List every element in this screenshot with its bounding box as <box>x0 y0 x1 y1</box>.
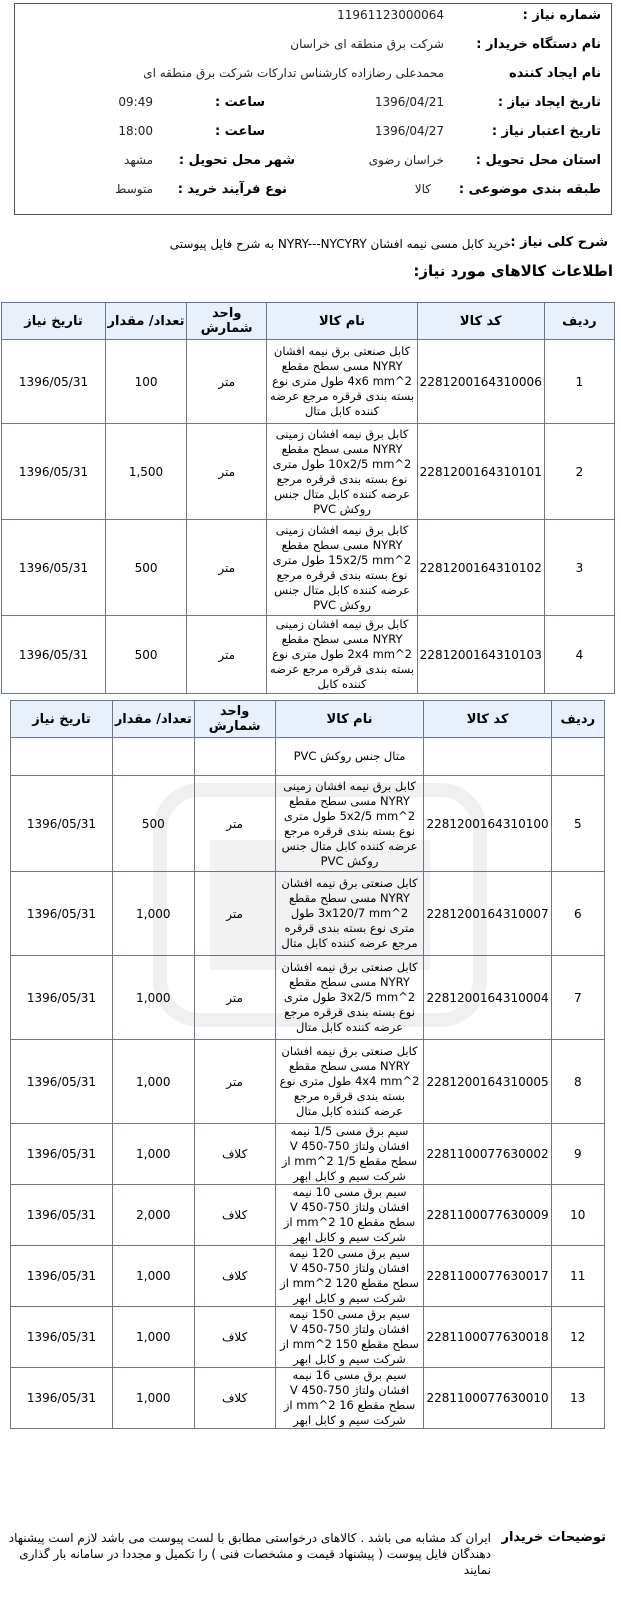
col-code-header: کد کالا <box>424 701 551 738</box>
col-name-header: نام کالا <box>267 303 417 340</box>
valid-date-label: تاریخ اعتبار نیاز : <box>491 124 601 139</box>
row-number-cell: 11 <box>551 1246 604 1307</box>
unit-cell: متر <box>187 520 267 616</box>
unit-cell: متر <box>187 616 267 694</box>
valid-date-value: 1396/04/27 <box>374 124 444 138</box>
cont-empty-unit <box>194 738 275 776</box>
goods-section-title: اطلاعات کالاهای مورد نیاز: <box>413 262 613 280</box>
col-qty-header: تعداد/ مقدار <box>106 303 187 340</box>
cont-empty-row <box>551 738 604 776</box>
quantity-cell: 1,000 <box>112 1307 194 1368</box>
quantity-cell: 1,000 <box>112 1246 194 1307</box>
item-code-cell: 2281200164310007 <box>424 872 551 956</box>
quantity-cell: 1,500 <box>106 424 187 520</box>
valid-time-label: ساعت : <box>214 124 265 139</box>
item-code-cell: 2281200164310102 <box>417 520 544 616</box>
item-code-cell: 2281200164310004 <box>424 956 551 1040</box>
row-province <box>15 153 611 181</box>
table-row <box>11 1368 605 1429</box>
item-code-cell: 2281200164310103 <box>417 616 544 694</box>
item-code-cell: 2281100077630009 <box>424 1185 551 1246</box>
need-date-cell: 1396/05/31 <box>2 616 106 694</box>
item-code-cell: 2281100077630017 <box>424 1246 551 1307</box>
quantity-cell: 1,000 <box>112 872 194 956</box>
valid-time-value: 18:00 <box>118 124 153 138</box>
province-value: خراسان رضوی <box>368 153 444 167</box>
create-time-value: 09:49 <box>118 95 153 109</box>
goods-table-1 <box>1 302 615 694</box>
table-row <box>11 776 605 872</box>
unit-cell: متر <box>187 424 267 520</box>
need-date-cell: 1396/05/31 <box>11 956 113 1040</box>
table-row <box>11 1185 605 1246</box>
need-number-label: شماره نیاز : <box>522 8 601 23</box>
need-date-cell: 1396/05/31 <box>11 1307 113 1368</box>
item-name-cell: سیم برق مسی 150 نیمه افشان ولتاژ 750-450 V سطح مقطع 150 mm^2 از شرکت سیم و کابل ابهر <box>275 1307 424 1368</box>
quantity-cell: 2,000 <box>112 1185 194 1246</box>
table-row <box>11 1307 605 1368</box>
table-row <box>11 956 605 1040</box>
col-date-header: تاریخ نیاز <box>2 303 106 340</box>
continuation-row <box>11 738 605 776</box>
province-label: استان محل تحویل : <box>475 153 601 168</box>
item-code-cell: 2281200164310005 <box>424 1040 551 1124</box>
need-date-cell: 1396/05/31 <box>11 1368 113 1429</box>
unit-cell: کلاف <box>194 1368 275 1429</box>
create-time-label: ساعت : <box>214 95 265 110</box>
goods-table-2 <box>10 700 605 1429</box>
item-name-cell: کابل برق نیمه افشان زمینی NYRY مسی سطح مقطع 5x2/5 mm^2 طول متری نوع بسته بندی قرقره مرجع عرضه کننده کابل متال جنس روکش PVC <box>275 776 424 872</box>
row-need-number <box>15 8 611 36</box>
need-date-cell: 1396/05/31 <box>2 340 106 424</box>
item-code-cell: 2281100077630010 <box>424 1368 551 1429</box>
item-code-cell: 2281100077630002 <box>424 1124 551 1185</box>
row-buyer-org <box>15 37 611 65</box>
process-label: نوع فرآیند خرید : <box>177 182 287 197</box>
category-label: طبقه بندی موضوعی : <box>458 182 601 197</box>
row-create-date <box>15 95 611 123</box>
row-number-cell: 1 <box>544 340 614 424</box>
description-label: شرح کلی نیاز : <box>510 235 608 250</box>
need-date-cell: 1396/05/31 <box>2 424 106 520</box>
table-row <box>11 1124 605 1185</box>
row-number-cell: 9 <box>551 1124 604 1185</box>
col-row-header: ردیف <box>544 303 614 340</box>
col-qty-header: تعداد/ مقدار <box>112 701 194 738</box>
item-code-cell: 2281100077630018 <box>424 1307 551 1368</box>
table-row <box>2 340 615 424</box>
row-number-cell: 6 <box>551 872 604 956</box>
need-date-cell: 1396/05/31 <box>11 1124 113 1185</box>
col-unit-header: واحد شمارش <box>187 303 267 340</box>
creator-label: نام ایجاد کننده <box>509 66 601 81</box>
unit-cell: متر <box>194 1040 275 1124</box>
item-name-cell: کابل برق نیمه افشان زمینی NYRY مسی سطح مقطع 2x4 mm^2 طول متری نوع بسته بندی قرقره مرجع عرضه کننده کابل <box>267 616 417 694</box>
unit-cell: متر <box>194 872 275 956</box>
quantity-cell: 1,000 <box>112 1368 194 1429</box>
item-name-cell: سیم برق مسی 120 نیمه افشان ولتاژ 750-450 V سطح مقطع 120 mm^2 از شرکت سیم و کابل ابهر <box>275 1246 424 1307</box>
row-category <box>15 182 611 210</box>
unit-cell: متر <box>194 956 275 1040</box>
col-name-header: نام کالا <box>275 701 424 738</box>
table-header-row <box>2 303 615 340</box>
need-date-cell: 1396/05/31 <box>11 872 113 956</box>
cont-empty-qty <box>112 738 194 776</box>
creator-value: محمدعلی رضازاده کارشناس تدارکات شرکت برق منطقه ای <box>143 66 444 80</box>
row-number-cell: 7 <box>551 956 604 1040</box>
col-row-header: ردیف <box>551 701 604 738</box>
row-creator <box>15 66 611 94</box>
row-number-cell: 5 <box>551 776 604 872</box>
create-date-label: تاریخ ایجاد نیاز : <box>497 95 601 110</box>
col-unit-header: واحد شمارش <box>194 701 275 738</box>
need-date-cell: 1396/05/31 <box>11 776 113 872</box>
need-date-cell: 1396/05/31 <box>11 1246 113 1307</box>
unit-cell: کلاف <box>194 1307 275 1368</box>
table-row <box>2 616 615 694</box>
table-row <box>11 872 605 956</box>
need-date-cell: 1396/05/31 <box>2 520 106 616</box>
cont-empty-code <box>424 738 551 776</box>
city-label: شهر محل تحویل : <box>178 153 295 168</box>
item-code-cell: 2281200164310100 <box>424 776 551 872</box>
row-number-cell: 3 <box>544 520 614 616</box>
buyer-org-value: شرکت برق منطقه ای خراسان <box>290 37 444 51</box>
item-name-cell: سیم برق مسی 1/5 نیمه افشان ولتاژ 750-450 V سطح مقطع 1/5 mm^2 از شرکت سیم و کابل ابهر <box>275 1124 424 1185</box>
quantity-cell: 100 <box>106 340 187 424</box>
quantity-cell: 1,000 <box>112 1124 194 1185</box>
quantity-cell: 1,000 <box>112 956 194 1040</box>
unit-cell: کلاف <box>194 1185 275 1246</box>
row-number-cell: 10 <box>551 1185 604 1246</box>
item-name-cell: کابل صنعتی برق نیمه افشان NYRY مسی سطح مقطع 3x120/7 mm^2 طول متری نوع بسته بندی قرقره مرجع عرضه کننده کابل متال <box>275 872 424 956</box>
table-row <box>11 1246 605 1307</box>
row-number-cell: 8 <box>551 1040 604 1124</box>
row-valid-date <box>15 124 611 152</box>
buyer-notes-label: توضیحات خریدار <box>501 1530 606 1545</box>
need-info-box <box>14 3 612 215</box>
create-date-value: 1396/04/21 <box>374 95 444 109</box>
need-date-cell: 1396/05/31 <box>11 1040 113 1124</box>
unit-cell: کلاف <box>194 1246 275 1307</box>
category-value: کالا <box>414 182 431 196</box>
unit-cell: متر <box>194 776 275 872</box>
buyer-org-label: نام دستگاه خریدار : <box>476 37 601 52</box>
row-number-cell: 13 <box>551 1368 604 1429</box>
need-date-cell: 1396/05/31 <box>11 1185 113 1246</box>
table-row <box>2 424 615 520</box>
item-name-cell: کابل صنعتی برق نیمه افشان NYRY مسی سطح مقطع 4x6 mm^2 طول متری نوع بسته بندی قرقره مرجع عرضه کننده کابل متال <box>267 340 417 424</box>
table-header-row <box>11 701 605 738</box>
unit-cell: کلاف <box>194 1124 275 1185</box>
table-row <box>2 520 615 616</box>
item-name-cell: کابل صنعتی برق نیمه افشان NYRY مسی سطح مقطع 3x2/5 mm^2 طول متری نوع بسته بندی قرقره مرجع عرضه کننده کابل متال <box>275 956 424 1040</box>
item-code-cell: 2281200164310006 <box>417 340 544 424</box>
item-name-cell: کابل برق نیمه افشان زمینی NYRY مسی سطح مقطع 10x2/5 mm^2 طول متری نوع بسته بندی قرقره مرجع عرضه کننده کابل متال جنس روکش PVC <box>267 424 417 520</box>
buyer-notes-value: ایران کد مشابه می باشد . کالاهای درخواستی مطابق با لست پیوست می باشد لازم است پیشنهاد دهندگان فایل پیوست ( پیشنهاد قیمت و مشخصات فنی ) را تکمیل و مجددا در سامانه بار گذاری نمایند <box>8 1531 491 1577</box>
col-code-header: کد کالا <box>417 303 544 340</box>
city-value: مشهد <box>124 153 153 167</box>
item-name-cell: سیم برق مسی 16 نیمه افشان ولتاژ 750-450 V سطح مقطع 16 mm^2 از شرکت سیم و کابل ابهر <box>275 1368 424 1429</box>
row-number-cell: 12 <box>551 1307 604 1368</box>
quantity-cell: 500 <box>106 616 187 694</box>
item-name-cell: کابل صنعتی برق نیمه افشان NYRY مسی سطح مقطع 4x4 mm^2 طول متری نوع بسته بندی قرقره مرجع عرضه کننده کابل متال <box>275 1040 424 1124</box>
item-name-cell: کابل برق نیمه افشان زمینی NYRY مسی سطح مقطع 15x2/5 mm^2 طول متری نوع بسته بندی قرقره مرجع عرضه کننده کابل متال جنس روکش PVC <box>267 520 417 616</box>
row-number-cell: 2 <box>544 424 614 520</box>
need-number-value: 11961123000064 <box>337 8 444 22</box>
quantity-cell: 500 <box>106 520 187 616</box>
item-name-cell: سیم برق مسی 10 نیمه افشان ولتاژ 750-450 V سطح مقطع 10 mm^2 از شرکت سیم و کابل ابهر <box>275 1185 424 1246</box>
item-code-cell: 2281200164310101 <box>417 424 544 520</box>
table-row <box>11 1040 605 1124</box>
quantity-cell: 1,000 <box>112 1040 194 1124</box>
cont-empty-date <box>11 738 113 776</box>
description-value: خرید کابل مسی نیمه افشان NYRY---NYCYRY به شرح فایل پیوستی <box>169 237 511 251</box>
col-date-header: تاریخ نیاز <box>11 701 113 738</box>
row-number-cell: 4 <box>544 616 614 694</box>
process-value: متوسط <box>115 182 153 196</box>
quantity-cell: 500 <box>112 776 194 872</box>
unit-cell: متر <box>187 340 267 424</box>
continuation-text: متال جنس روکش PVC <box>275 738 424 776</box>
